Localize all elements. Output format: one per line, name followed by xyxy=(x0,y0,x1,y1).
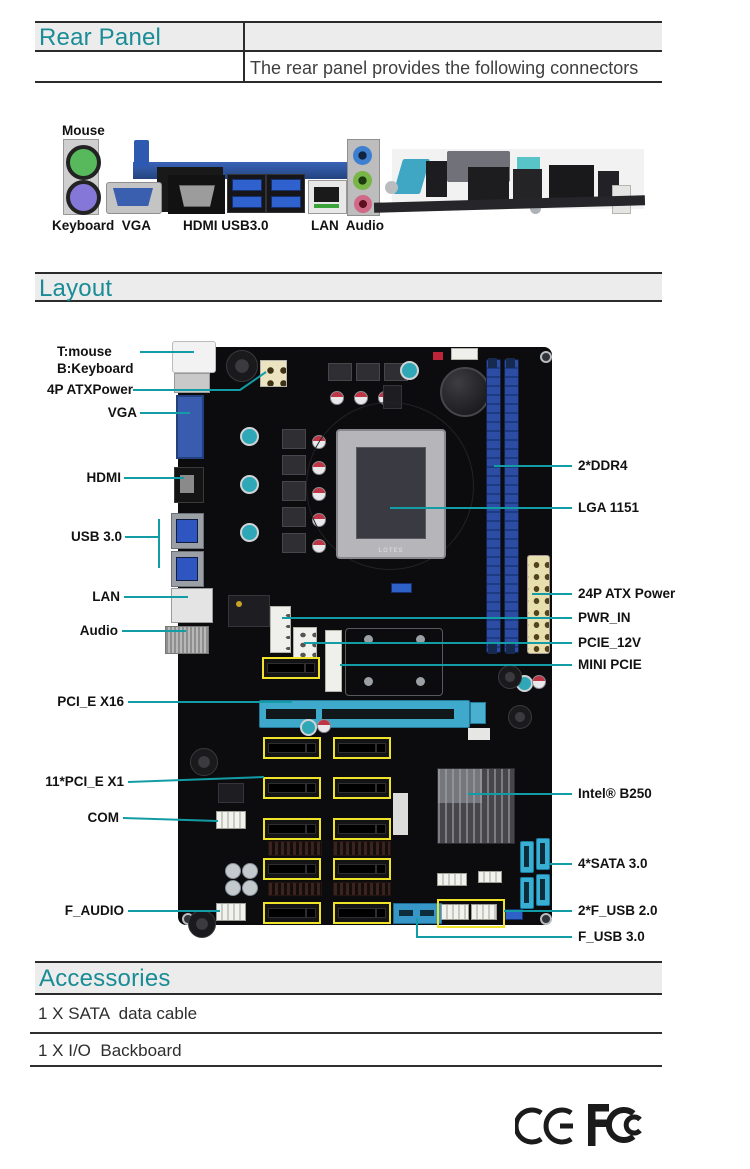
keyboard-vga-label: Keyboard VGA xyxy=(52,218,152,233)
callout-pcie-x1: 11*PCI_E X1 xyxy=(45,774,124,789)
divider-rule xyxy=(30,1032,662,1034)
callout-f-usb20: 2*F_USB 2.0 xyxy=(578,903,658,918)
callout-vga: VGA xyxy=(107,405,137,420)
callout-f-usb30: F_USB 3.0 xyxy=(578,929,645,944)
ce-mark-logo xyxy=(515,1104,579,1148)
callout-hdmi: HDMI xyxy=(86,470,121,485)
divider-rule xyxy=(30,1065,662,1067)
callout-ps2-bottom: B:Keyboard xyxy=(57,361,134,376)
accessories-title: Accessories xyxy=(39,965,171,992)
accessory-item: 1 X SATA data cable xyxy=(38,1004,198,1023)
callout-atx24p: 24P ATX Power xyxy=(578,586,676,601)
callout-lan: LAN xyxy=(92,589,120,604)
lan-audio-label: LAN Audio xyxy=(311,218,384,233)
callout-com: COM xyxy=(87,810,119,825)
callout-pcie-x16: PCI_E X16 xyxy=(57,694,124,709)
callout-mini-pcie: MINI PCIE xyxy=(578,657,642,672)
socket-marking: LOTES xyxy=(378,548,404,554)
accessory-item: 1 X I/O Backboard xyxy=(38,1041,182,1060)
mouse-label: Mouse xyxy=(62,123,105,138)
rear-panel-title: Rear Panel xyxy=(39,24,162,51)
callout-pwr-in: PWR_IN xyxy=(578,610,631,625)
hdmi-usb-label: HDMI USB3.0 xyxy=(183,218,269,233)
callout-atx4p: 4P ATXPower xyxy=(46,382,133,397)
callout-sata: 4*SATA 3.0 xyxy=(578,856,648,871)
fcc-mark-logo xyxy=(584,1098,648,1152)
layout-title: Layout xyxy=(39,275,113,302)
callout-audio: Audio xyxy=(79,623,118,638)
callout-ps2-top: T:mouse xyxy=(57,344,112,359)
rear-panel-description: The rear panel provides the following connectors xyxy=(250,58,639,78)
callout-pcie-12v: PCIE_12V xyxy=(578,635,642,650)
callout-usb30: USB 3.0 xyxy=(70,529,122,544)
callout-ddr4: 2*DDR4 xyxy=(578,458,628,473)
callout-lga1151: LGA 1151 xyxy=(578,500,640,515)
callout-f-audio: F_AUDIO xyxy=(64,903,124,918)
callout-chipset: Intel® B250 xyxy=(578,786,652,801)
